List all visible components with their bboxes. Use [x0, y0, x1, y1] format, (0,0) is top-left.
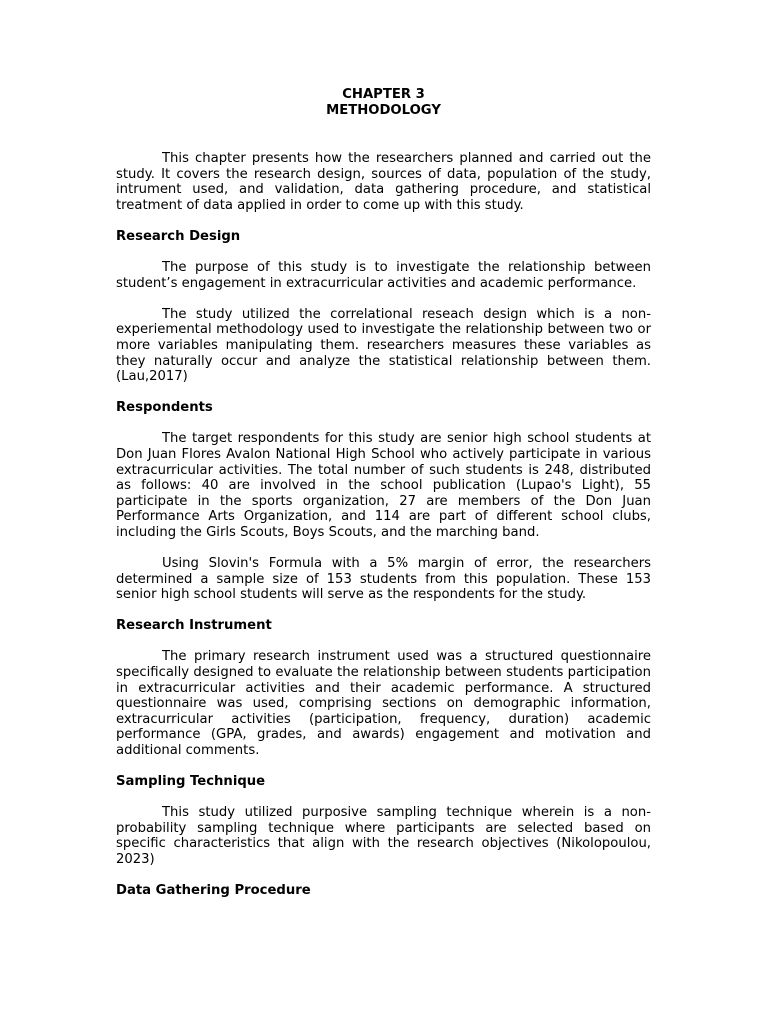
- research-instrument-paragraph-1: The primary research instrument used was a structured questionnaire specifically designed to evaluate the relationship between students participation in extracurricular activities and their academic performance. A structured questionnaire was used, comprising sections on demographic information, extracurricular activities (participation, frequency, duration) academic performance (GPA, grades, and awards) engagement and motivation and additional comments.: [116, 649, 651, 758]
- chapter-number: CHAPTER 3: [342, 87, 425, 102]
- research-design-paragraph-1: The purpose of this study is to investigate the relationship between student’s engagement in extracurricular activities and academic performance.: [116, 260, 651, 291]
- sampling-technique-paragraph-1: This study utilized purposive sampling technique wherein is a non-probability sampling technique where participants are selected based on specific characteristics that align with the research objectives (Nikolopoulou, 2023): [116, 805, 651, 867]
- respondents-paragraph-2: Using Slovin's Formula with a 5% margin of error, the researchers determined a sample size of 153 students from this population. These 153 senior high school students will serve as the respondents for the study.: [116, 556, 651, 603]
- section-title-research-design: Research Design: [116, 229, 241, 245]
- respondents-paragraph-1: The target respondents for this study are senior high school students at Don Juan Flores Avalon National High School who actively participate in various extracurricular activities. The total number of such students is 248, distributed as follows: 40 are involved in the school publication (Lupao's Light), 55 participate in the sports organization, 27 are members of the Don Juan Performance Arts Organization, and 114 are part of different school clubs, including the Girls Scouts, Boys Scouts, and the marching band.: [116, 431, 651, 540]
- section-title-research-instrument: Research Instrument: [116, 618, 272, 634]
- intro-paragraph: This chapter presents how the researchers planned and carried out the study. It covers the research design, sources of data, population of the study, intrument used, and validation, data gathering procedure, and statistical treatment of data applied in order to come up with this study.: [116, 151, 651, 213]
- document-page: [116, 87, 651, 899]
- section-title-sampling-technique: Sampling Technique: [116, 774, 266, 790]
- section-title-respondents: Respondents: [116, 400, 213, 416]
- research-design-paragraph-2: The study utilized the correlational reseach design which is a non-experiemental methodology used to investigate the relationship between two or more variables manipulating them. researchers measures these variables as they naturally occur and analyze the statistical relationship between them. (Lau,2017): [116, 306, 651, 385]
- section-title-data-gathering: Data Gathering Procedure: [116, 883, 311, 899]
- chapter-heading: [116, 87, 651, 118]
- chapter-title: METHODOLOGY: [326, 102, 441, 118]
